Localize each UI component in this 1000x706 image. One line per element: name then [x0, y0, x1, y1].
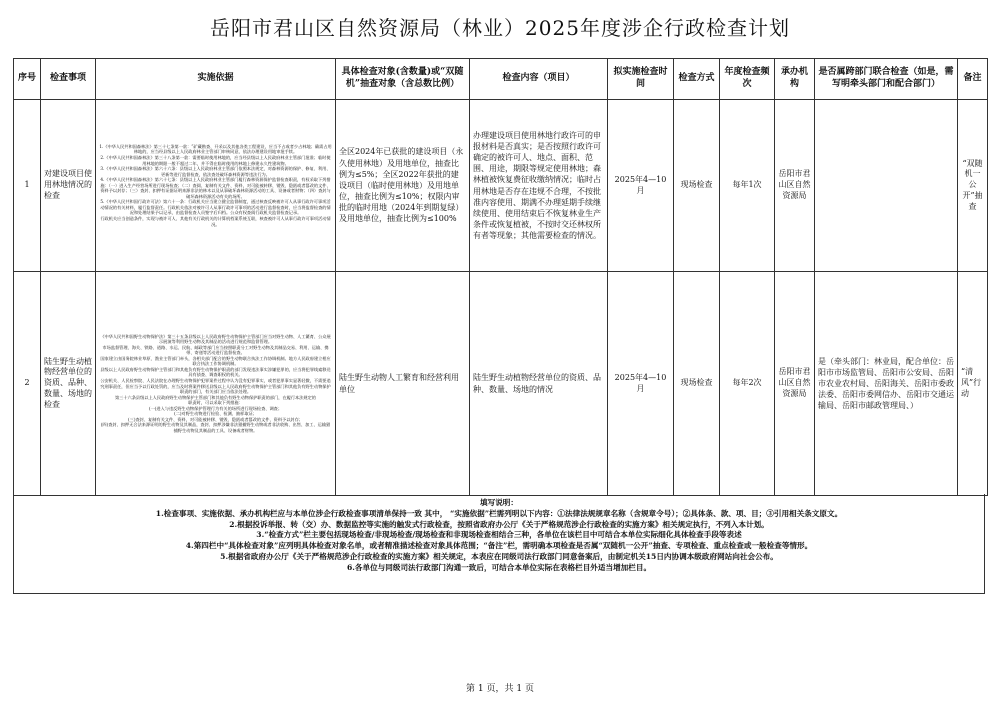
row-freq: 每年1次 [720, 100, 775, 272]
header-method: 检查方式 [674, 59, 720, 100]
inspection-plan-table [13, 58, 988, 496]
row-content: 办理建设项目使用林地行政许可的申报材料是否真实；是否按照行政许可确定的被许可人、地点、面积、范围、用途，期限等规定使用林地；森林植被恢复费征收缴纳情况；临时占用林地是否存在违规不合理，不按批准内容使用、期满不办理延期手续继续使用、使用结束后不恢复林业生产条件或恢复植被，不按时交还林权所有者等现象；其他需要检查的情况。 [470, 100, 608, 272]
basis-paragraph: 职责时，可以采取下列措施： [188, 400, 243, 406]
row-target: 陆生野生动物人工繁育和经营利用单位 [336, 272, 470, 496]
row-time: 2025年4—10月 [608, 272, 674, 496]
note-line: 2.根据投诉举报、转（交）办、数据监控等实施的触发式行政检查，按照省政府办公厅《关于严格规范涉企行政检查的实施方案》相关规定执行，不列入本计划。 [229, 519, 769, 529]
row-item: 陆生野生动植物经营单位的资质、品种、数量、场地的检查 [41, 272, 96, 496]
basis-paragraph: 国家建立由国务院林业草原、渔业主管部门牵头，各相关部门配合的野生动物联合执法工作协调机制。地方人民政府建立相应联合执法工作协调机制。 [100, 355, 331, 367]
header-basis: 实施依据 [96, 59, 336, 100]
basis-paragraph: 第三十六条县级以上人民政府野生动物保护主管部门和其他负有野生动物保护职责的部门，在履行本法规定的 [114, 394, 316, 400]
filling-notes [13, 494, 985, 594]
header-freq: 年度检查频次 [720, 59, 775, 100]
basis-paragraph: 5.《中华人民共和国行政许可法》第六十一条：行政机关应当建立健全监督制度，通过核查反映被许可人从事行政许可事项活动情况的有关材料，履行监督责任。行政机关依法对被许可人从事行政许可事项的活动进行监督检查时，应当将监督检查的情况和处理结果予以记录，由监督检查人员签字后归档。公众有权查阅行政机关监督检查记录。 [100, 199, 331, 216]
row-remark: “清风”行动 [958, 272, 988, 496]
row-basis [96, 100, 336, 272]
basis-paragraph: (二)对野生动物进行检验、检测、抽样取证； [174, 411, 257, 417]
note-line: 5.根据省政府办公厅《关于严格规范涉企行政检查的实施方案》相关规定，本表应在同级司法行政部门同意备案后，由制定机关15日内协调本级政府网站向社会公布。 [220, 551, 778, 561]
row-seq: 1 [14, 100, 41, 272]
row-joint [815, 100, 958, 272]
notes-heading: 填写说明： [480, 498, 518, 507]
basis-paragraph: 县级以上人民政府野生动物保护主管部门和其他负有野生动物保护职责的部门发现违法事实涉嫌犯罪的，应当将犯罪线索移送具有侦查、调查职权的机关。 [100, 366, 331, 378]
row-seq: 2 [14, 272, 41, 496]
row-target: 全区2024年已获批的建设项目（永久使用林地）及用地单位，抽查比例为≤5%；全区2022年获批的建设项目（临时使用林地）及用地单位，抽查比例为≤10%；权限内审批的临时用地（2024年到期复绿）及用地单位，抽查比例为≤100% [336, 100, 470, 272]
row-basis [96, 272, 336, 496]
basis-paragraph: 《中华人民共和国野生动物保护法》第三十五条县级以上人民政府野生动物保护主管部门应当对野生动物、人工繁育、公众展示展演等利用野生动物及其制品的活动进行规范和监督管理。 [100, 333, 331, 345]
row-org: 岳阳市君山区自然资源局 [775, 272, 815, 496]
row-freq: 每年2次 [720, 272, 775, 496]
page-number: 第 1 页，共 1 页 [466, 684, 534, 694]
note-line: 4.第四栏中“具体检查对象”应列明具体检查对象名单，或者精准描述检查对象具体范围；“备注”栏，需明确本项检查是否属“双随机一公开”抽查、专项检查、重点检查或一般检查等情形。 [185, 541, 813, 551]
row-method: 现场检查 [674, 272, 720, 496]
basis-paragraph: 行政机关应当创造条件，实现与被许可人、其他有关行政机关的计算机档案系统互联，核查被许可人从事行政许可事项活动情况。 [100, 216, 331, 227]
header-org: 承办机构 [775, 59, 815, 100]
row-method: 现场检查 [674, 100, 720, 272]
note-line: 1.检查事项、实施依据、承办机构栏应与本单位涉企行政检查事项清单保持一致 其中， “实施依据”栏需列明以下内容：①法律法规规章名称（含规章令号）；②具体条、款、项、目；③引用相关条文原文。 [155, 508, 843, 518]
header-target: 具体检查对象(含数量)或“双随机”抽查对象（含总数比例） [336, 59, 470, 100]
note-line: 3.“检查方式”栏主要包括现场检查/非现场检查/现场检查和非现场检查相结合三种，各单位在该栏目中可结合本单位实际细化具体检查手段等表述 [256, 530, 742, 540]
basis-paragraph: (四)查封、扣押无合法来源证明的野生动物及其制品，查封、扣押涉嫌非法猎捕野生动物或者非法收购、出售、加工、运输猎捕野生动物及其制品的工具、设备或者财物。 [100, 422, 331, 433]
page-title: 岳阳市君山区自然资源局（林业）2025年度涉企行政检查计划 [210, 16, 790, 40]
basis-paragraph: 1.《中华人民共和国森林法》第三十七条第一款：“矿藏勘查、开采以及其他各类工程建设，应当不占或者少占林地；确需占用林地的，应当经县级以上人民政府林业主管部门审核同意，依法办理建设用地审批手续。 [99, 143, 332, 155]
table-row [14, 100, 988, 272]
table-row [14, 272, 988, 496]
header-item: 检查事项 [41, 59, 96, 100]
basis-paragraph: 4.《中华人民共和国森林法》第六十七条：县级以上人民政府林业主管部门履行森林资源保护监督检查职责，有权采取下列措施：（一）进入生产经营场所进行现场检查；（二）查阅、复制有关文件、资料，对可能被转移、销毁、隐匿或者篡改的文件、资料予以封存；（三）查封、扣押有证据证明来源非法的林木以及从事破坏森林资源活动的工具、设备或者财物；（四）查封与破坏森林资源活动有关的场所。 [100, 177, 331, 199]
basis-paragraph: (一)进入与违反野生动物保护管理行为有关的场所进行现场检查、调查； [148, 405, 283, 411]
row-item: 对建设项目使用林地情况的检查 [41, 100, 96, 272]
header-remark: 备注 [958, 59, 988, 100]
row-joint: 是（牵头部门：林业局，配合单位：岳阳市市场监管局、岳阳市公安局、岳阳市农业农村局、岳阳海关、岳阳市委政法委、岳阳市委网信办、岳阳市交通运输局、岳阳市邮政管理局、） [815, 272, 958, 496]
basis-paragraph: (三)查封、复制有关文件、资料，对可能被转移、销毁、隐匿或者篡改的文件、资料予以封存； [128, 416, 303, 422]
basis-paragraph: 3.《中华人民共和国森林法》第六十六条：县级以上人民政府林业主管部门依照本法规定，对森林资源的保护、修复、利用、更新等进行监督检查，依法查处破坏森林资源等违法行为。 [100, 166, 331, 177]
row-time: 2025年4—10月 [608, 100, 674, 272]
basis-paragraph: 2.《中华人民共和国森林法》第三十八条第一款：需要临时使用林地的，应当经县级以上人民政府林业主管部门批准；临时使用林地的期限一般不超过二年，并不得在临时使用的林地上修建永久性建筑物。 [100, 154, 331, 166]
header-seq: 序号 [14, 59, 41, 100]
note-line: 6.各单位与同级司法行政部门沟通一致后，可结合本单位实际在表格栏目外适当增加栏目。 [346, 562, 652, 572]
row-org: 岳阳市君山区自然资源局 [775, 100, 815, 272]
basis-paragraph: 市场监督管理、海关、铁路、道路、水运、民航、邮政等部门应当按照职责分工对野生动物及其制品交易、利用、运输、携带、寄递等活动进行监督检查。 [102, 344, 329, 356]
header-time: 拟实施检查时间 [608, 59, 674, 100]
row-content: 陆生野生动植物经营单位的资质、品种、数量、场地的情况 [470, 272, 608, 496]
header-joint: 是否属跨部门联合检查（如是，需写明牵头部门和配合部门） [815, 59, 958, 100]
row-remark: “双随机一公开”抽查 [958, 100, 988, 272]
basis-paragraph: 公安机关、人民检察院、人民法院在办理野生动物保护犯罪案件过程中认为没有犯罪事实，或者犯罪事实显著轻微，不需要追究刑事责任，但应当予以行政处罚的，应当及时将案件移送县级以上人民政府野生动物保护主管部门和其他负有野生动物保护职责的部门，有关部门应当依法处理。 [100, 377, 331, 395]
header-content: 检查内容（项目） [470, 59, 608, 100]
table-header-row [14, 59, 988, 100]
